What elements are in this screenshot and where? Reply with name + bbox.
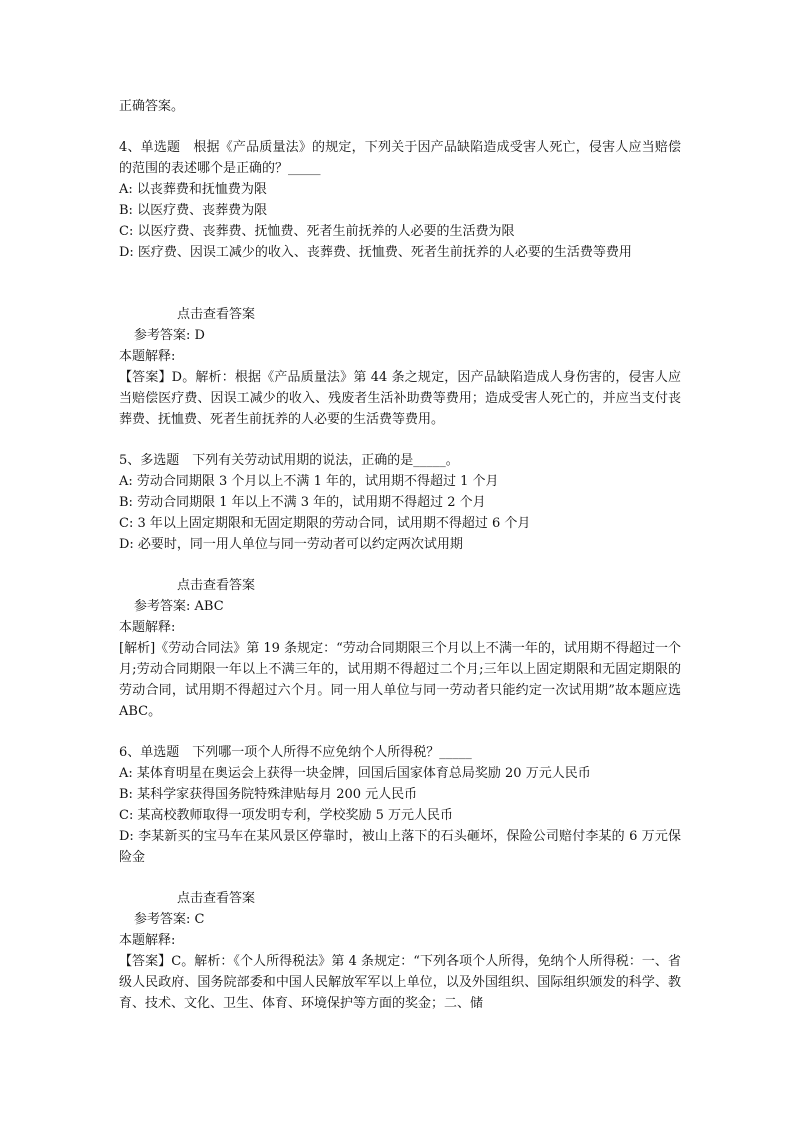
q5-option-a[interactable]: A: 劳动合同期限 3 个月以上不满 1 年的，试用期不得超过 1 个月 <box>119 474 499 489</box>
q5-reference-answer: 参考答案: ABC <box>134 599 224 614</box>
q6-explain-label: 本题解释: <box>119 933 176 948</box>
q5-header: 5、多选题 下列有关劳动试用期的说法，正确的是_____。 <box>119 453 459 468</box>
q6-option-d[interactable]: D: 李某新买的宝马车在某风景区停靠时，被山上落下的石头砸坏，保险公司赔付李某的 6 万元保险金 <box>119 829 681 865</box>
q5-option-c[interactable]: C: 3 年以上固定期限和无固定期限的劳动合同，试用期不得超过 6 个月 <box>119 516 531 531</box>
q4-option-d[interactable]: D: 医疗费、因误工减少的收入、丧葬费、抚恤费、死者生前抚养的人必要的生活费等费用 <box>119 245 632 260</box>
q4-option-b[interactable]: B: 以医疗费、丧葬费为限 <box>119 203 268 218</box>
intro-tail: 正确答案。 <box>119 99 185 114</box>
q5-option-b[interactable]: B: 劳动合同期限 1 年以上不满 3 年的，试用期不得超过 2 个月 <box>119 495 486 510</box>
q6-option-b[interactable]: B: 某科学家获得国务院特殊津贴每月 200 元人民币 <box>119 787 418 802</box>
q4-header: 4、单选题 根据《产品质量法》的规定，下列关于因产品缺陷造成受害人死亡，侵害人应当赔偿的范围的表述哪个是正确的？_____ <box>119 140 681 176</box>
q6-view-answer-link[interactable]: 点击查看答案 <box>177 891 256 906</box>
q4-explanation: 【答案】D。解析：根据《产品质量法》第 44 条之规定，因产品缺陷造成人身伤害的，侵害人应当赔偿医疗费、因误工减少的收入、残废者生活补助费等费用；造成受害人死亡的，并应当支付丧葬费、抚恤费、死者生前抚养的人必要的生活费等费用。 <box>119 370 681 427</box>
q5-option-d[interactable]: D: 必要时，同一用人单位与同一劳动者可以约定两次试用期 <box>119 537 463 552</box>
q6-option-a[interactable]: A: 某体育明星在奥运会上获得一块金牌，回国后国家体育总局奖励 20 万元人民币 <box>119 766 591 781</box>
q6-explanation: 【答案】C。解析：《个人所得税法》第 4 条规定：“下列各项个人所得，免纳个人所得税：一、省级人民政府、国务院部委和中国人民解放军军以上单位，以及外国组织、国际组织颁发的科学、教育、技术、文化、卫生、体育、环境保护等方面的奖金；二、储 <box>119 954 681 1011</box>
q5-view-answer-link[interactable]: 点击查看答案 <box>177 578 256 593</box>
q6-option-c[interactable]: C: 某高校教师取得一项发明专利，学校奖励 5 万元人民币 <box>119 808 453 823</box>
q4-view-answer-link[interactable]: 点击查看答案 <box>177 307 256 322</box>
q5-explanation: [解析]《劳动合同法》第 19 条规定：“劳动合同期限三个月以上不满一年的，试用期不得超过一个月;劳动合同期限一年以上不满三年的，试用期不得超过二个月;三年以上固定期限和无固定期限的劳动合同，试用期不得超过六个月。同一用人单位与同一劳动者只能约定一次试用期”故本题应选 ABC。 <box>119 641 681 719</box>
q6-reference-answer: 参考答案: C <box>134 912 205 927</box>
q5-explain-label: 本题解释: <box>119 620 176 635</box>
q4-explain-label: 本题解释: <box>119 349 176 364</box>
q4-option-a[interactable]: A: 以丧葬费和抚恤费为限 <box>119 182 267 197</box>
q4-reference-answer: 参考答案: D <box>134 328 205 343</box>
q6-header: 6、单选题 下列哪一项个人所得不应免纳个人所得税？_____ <box>119 745 472 760</box>
q4-option-c[interactable]: C: 以医疗费、丧葬费、抚恤费、死者生前抚养的人必要的生活费为限 <box>119 224 515 239</box>
